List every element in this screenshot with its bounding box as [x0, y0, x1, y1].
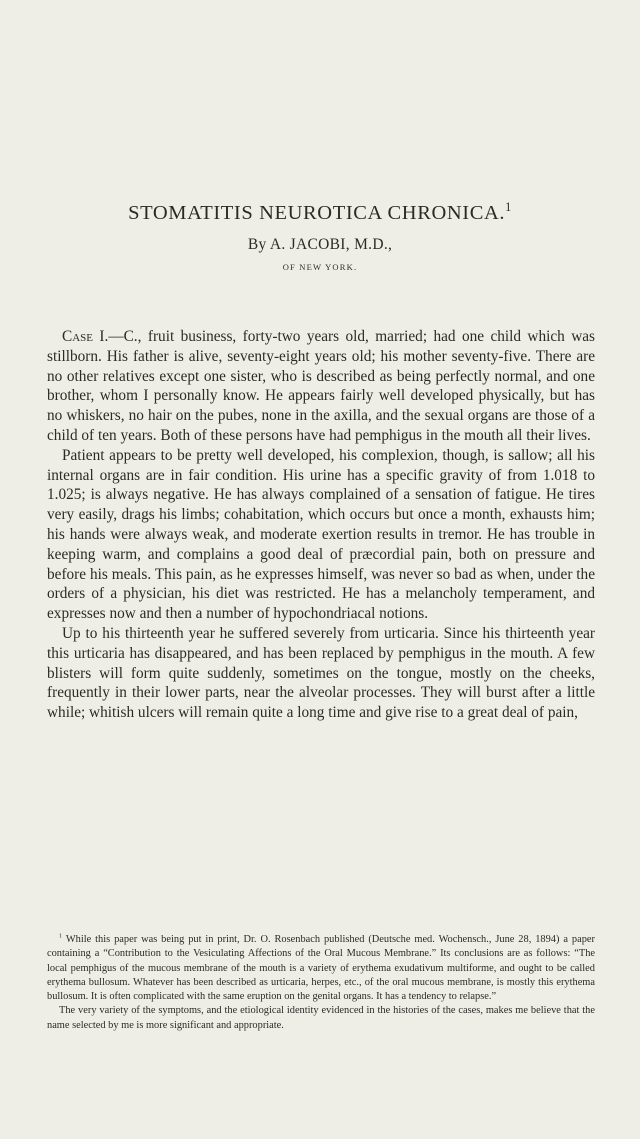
footnote-text: The very variety of the symptoms, and the etiological identity evidenced in the histories of the cases, makes me believe that the name selected by me is more significant and appropriate. — [47, 1005, 595, 1031]
footnote — [47, 1004, 595, 1033]
footnote-mark: 1 — [59, 932, 63, 940]
article-body — [47, 327, 595, 723]
paragraph: Up to his thirteenth year he suffered severely from urticaria. Since his thirteenth year this urticaria has disappeared, and has been replaced by pemphigus in the mouth. A few blisters will form quite suddenly, sometimes on the tongue, mostly on the cheeks, frequently in their lower parts, near the alveolar processes. They will burst after a little while; whitish ulcers will remain quite a long time and give rise to a great deal of pain, — [47, 624, 595, 722]
paragraph: Patient appears to be pretty well developed, his complexion, though, is sallow; all his internal organs are in fair condition. His urine has a specific gravity of from 1.018 to 1.025; is always negative. He has always complained of a sensation of fatigue. He tires very easily, drags his limbs; cohabitation, which occurs but once a month, exhausts him; his hands were always weak, and moderate exertion results in tremor. He has trouble in keeping warm, and complains a good deal of præcordial pain, both on pressure and before his meals. This pain, as he expresses himself, was never so bad as when, under the orders of a physician, his diet was restricted. He has a melancholy temperament, and expresses now and then a number of hypochondriacal notions. — [47, 446, 595, 623]
footnote-text: While this paper was being put in print, Dr. O. Rosenbach published (Deutsche med. Wochensch., June 28, 1894) a paper containing a “Contribution to the Vesiculating Affections of the Oral Mucous Membrane.” Its conclusions are as follows: “The local pemphigus of the mucous membrane of the mouth is a variety of erythema exudativum multiforme, and ought to be called erythema bullosum. Whatever has been described as urticaria, herpes, etc., of the oral mucous membrane, is mostly this erythema bullosum. It is often complicated with the same eruption on the genital organs. It has a tendency to relapse.” — [47, 934, 595, 1003]
paragraph — [47, 327, 595, 446]
title-footnote-mark: 1 — [505, 200, 512, 215]
author-affiliation: OF NEW YORK. — [282, 262, 358, 272]
paragraph-text: —C., fruit business, forty-two years old, married; had one child which was stillborn. His father is alive, seventy-eight years old; his mother seventy-five. There are no other relatives except one sister, who is described as being perfectly normal, and one brother, whom I personally know. He appears fairly well developed physically, but has no whiskers, no hair on the pubes, none in the axilla, and the sexual organs are those of a child of ten years. Both of these persons have had pemphigus in the mouth all their lives. — [47, 328, 595, 444]
footnote — [47, 933, 595, 1004]
article-title-text: STOMATITIS NEUROTICA CHRONICA. — [128, 202, 506, 224]
case-label: Case I. — [62, 328, 109, 345]
footnotes — [47, 933, 595, 1033]
article-title — [0, 202, 640, 225]
author-byline: By A. JACOBI, M.D., — [247, 236, 393, 253]
